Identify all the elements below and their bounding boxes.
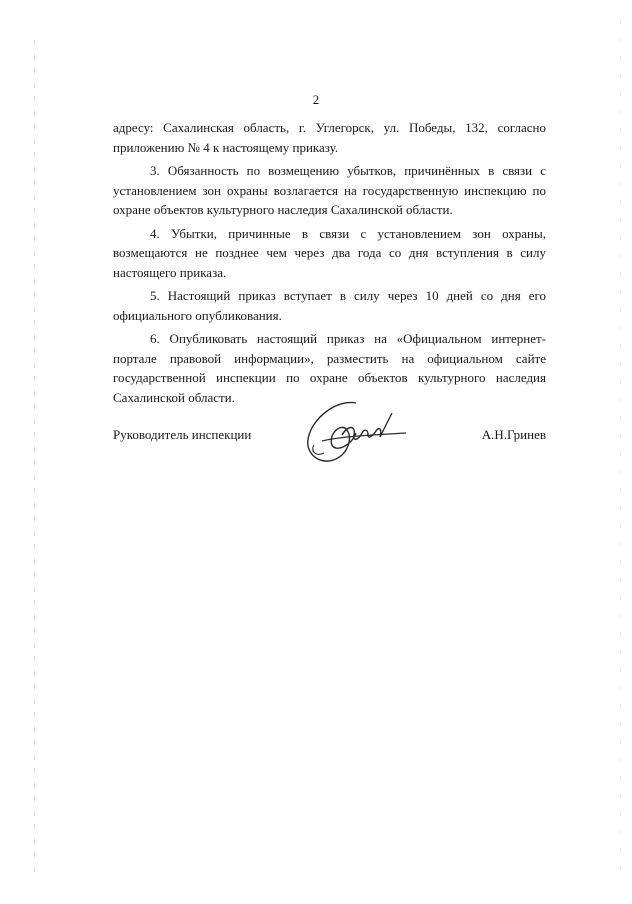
paragraph-5: 5. Настоящий приказ вступает в силу через 10 дней со дня его официального опубликования. [113, 288, 546, 323]
signature-block [113, 427, 546, 447]
paragraph-6: 6. Опубликовать настоящий приказ на «Официальном интернет-портале правовой информации», разместить на официальном сайте государственной инспекции по охране объектов культурного наследия Сахалинской области. [113, 331, 546, 405]
paragraph-continuation: адресу: Сахалинская область, г. Углегорск, ул. Победы, 132, согласно приложению № 4 к настоящему приказу. [113, 120, 546, 155]
page-number: 2 [312, 92, 320, 107]
scan-edge-right [620, 20, 621, 880]
signatory-position: Руководитель инспекции [113, 427, 252, 442]
paragraph-4: 4. Убытки, причинные в связи с установлением зон охраны, возмещаются не позднее чем через два года со дня вступления в силу настоящего приказа. [113, 225, 546, 280]
paragraph-3: 3. Обязанность по возмещению убытков, причинённых в связи с установлением зон охраны возлагается на государственную инспекцию по охране объектов культурного наследия Сахалинской области. [113, 163, 546, 217]
document-body [113, 118, 546, 411]
scan-edge-left [34, 40, 35, 880]
signatory-name: А.Н.Гринев [481, 427, 546, 442]
